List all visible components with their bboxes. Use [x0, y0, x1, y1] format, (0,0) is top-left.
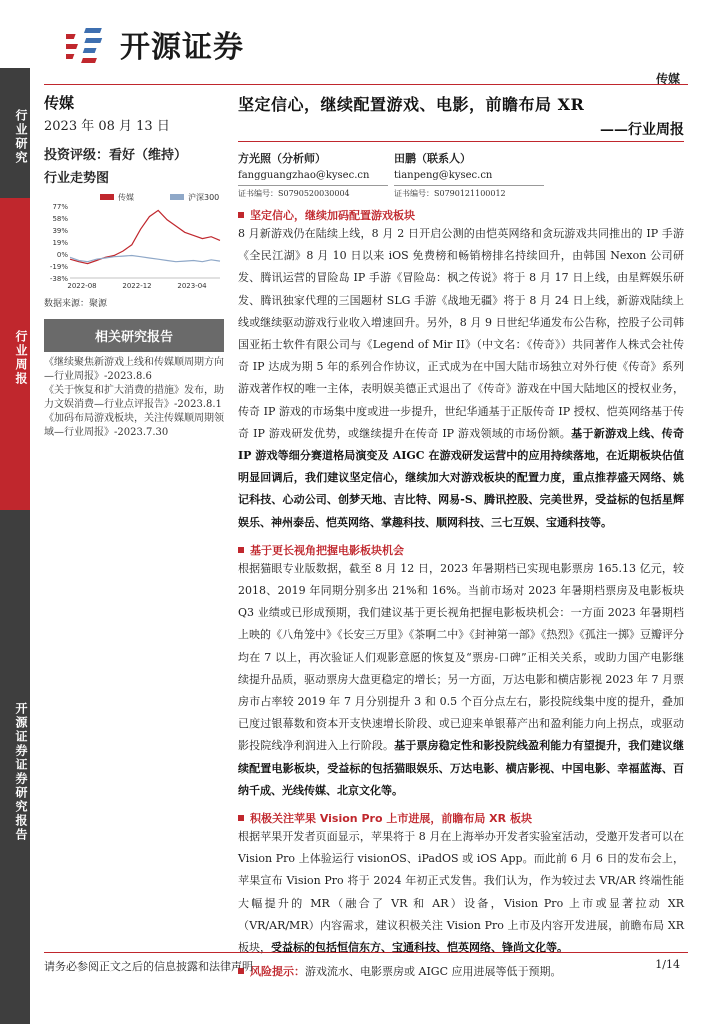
section-heading-xr [238, 810, 684, 826]
brand-logo [66, 20, 296, 68]
analyst-card [394, 150, 544, 199]
body-bold-text: 基于新游戏上线、传奇 IP 游戏等细分赛道格局演变及 AIGC 在游戏研发运营中的应用持续落地，在近期板块估值明显回调后，我们建议坚定信心，继续加大对游戏板块的配置力度，重点推荐盛天网络、姚记科技、心动公司、创梦天地、吉比特、网易-S、腾讯控股、完美世界，受益标的包括星辉娱乐、神州泰岳、恺英网络、掌趣科技、顺网科技、三七互娱、宝通科技等。 [238, 426, 684, 529]
legend-swatch [100, 194, 114, 200]
legend-label: 沪深300 [188, 193, 220, 202]
x-tick-label: 2022-08 [67, 282, 97, 290]
body-text: 根据苹果开发者页面显示，苹果将于 8 月在上海举办开发者实验室活动，受邀开发者可以在 Vision Pro 上体验运行 visionOS、iPadOS 或 iOS App。而此前 6 月 6 日的发布会上，苹果宣布 Vision Pro 将于 2024 年初正式发售。我们认为，作为较过去 VR/AR 终端性能大幅提升的 MR（融合了 VR 和 AR）设备，Vision Pro 上市或显著拉动 XR（VR/AR/MR）内容需求，建议积极关注 Vision Pro 上市及内容开发进展，前瞻布局 XR 板块， [238, 830, 684, 955]
legend-label: 传媒 [118, 193, 134, 202]
risk-text: 游戏流水、电影票房或 AIGC 应用进展等低于预期。 [305, 965, 562, 979]
side-label-industry-research [0, 68, 30, 198]
side-label-top: 行业研究 [14, 109, 28, 165]
report-subtitle: ——行业周报 [600, 122, 684, 138]
side-label-mid: 行业周报 [14, 330, 28, 386]
investment-rating: 投资评级：看好（维持） [44, 148, 188, 163]
section-heading-film [238, 542, 684, 558]
trend-chart-title: 行业走势图 [44, 171, 110, 186]
body-bold-text: 受益标的包括恒信东方、宝通科技、恺英网络、锋尚文化等。 [271, 941, 568, 955]
section-heading-text: 积极关注苹果 Vision Pro 上市进展，前瞻布局 XR 板块 [250, 812, 532, 826]
section-heading-games [238, 207, 684, 223]
analyst-card [238, 150, 388, 199]
header-divider [44, 84, 688, 85]
left-column [44, 92, 224, 440]
series-line [70, 210, 220, 263]
page-number: 1/14 [655, 958, 680, 971]
header-sector-tag: 传媒 [655, 72, 680, 86]
analyst-email[interactable]: tianpeng@kysec.cn [394, 170, 493, 181]
trend-chart-svg [44, 192, 224, 292]
y-tick-label: 77% [52, 203, 68, 211]
body-text: 8 月新游戏仍在陆续上线，8 月 2 日开启公测的由恺英网络和贪玩游戏共同推出的 IP 手游《全民江湖》8 月 10 日以来 iOS 免费榜和畅销榜排名持续回升，由韩国 Nexon 公司研发、腾讯运营的冒险岛 IP 手游《冒险岛：枫之传说》将于 8 月 17 日上线，由星辉娱乐研发、腾讯独家代理的三国题材 SLG 手游《战地无疆》将于 8 月 24 日上线，新游戏陆续上线或继续驱动游戏行业收入增速回升。另外，8 月 9 日世纪华通发布公告称，控股子公司韩国亚拓士软件有限公司与《Legend of Mir II》（中文名：《传奇》）共同著作人株式会社传奇 IP 达成为期 5 年的系列合作协议，正式成为在中国大陆市场独立对外行使《传奇》系列游戏著作权的唯一主体，表明娱美德正式退出了《传奇》游戏在中国大陆地区的授权业务，传奇 IP 游戏的市场集中度或进一步提升，世纪华通基于正版传奇 IP 授权、恺英网络基于传奇 IP 游戏研发优势，或继续提升在传奇 IP 游戏领域的市场份额。 [238, 227, 684, 440]
side-label-weekly [0, 198, 30, 510]
body-text: 根据猫眼专业版数据，截至 8 月 12 日，2023 年暑期档已实现电影票房 165.13 亿元，较 2018、2019 年同期分别多出 21%和 16%。当前市场对 2023 年暑期档票房及电影板块 Q3 业绩或已形成预期，我们建议基于更长视角把握电影板块机会：一方面 2023 年暑期档上映的《八角笼中》《长安三万里》《茶啊二中》《封神第一部》《热烈》《孤注一掷》豆瓣评分均在 7 以上，再次验证人们观影意愿的恢复及“票房-口碑”正相关关系，或助力国产电影继续提升品质，驱动票房大盘更稳定的增长；另一方面，万达电影和横店影视 2023 年 7 月票房市占率较 2019 年 7 月分别提升 3 和 0.5 个百分点左右，影投院线集中度的提升，叠加已度过银幕数和资本开支快速增长阶段、或已迎来单银幕产出和盈利能力向上拐点，或驱动影投院线净利润进入上行阶段。 [238, 561, 684, 753]
side-label-report-type [0, 510, 30, 1024]
x-tick-label: 2023-04 [177, 282, 207, 290]
related-report-link[interactable]: 《继续聚焦新游戏上线和传媒顺周期方向—行业周报》-2023.8.6 [44, 357, 224, 382]
related-reports-heading: 相关研究报告 [44, 319, 224, 352]
sector-name: 传媒 [44, 94, 75, 112]
main-column [238, 92, 684, 979]
footer-disclaimer: 请务必参阅正文之后的信息披露和法律声明 [44, 960, 253, 973]
report-date: 2023 年 08 月 13 日 [44, 119, 170, 134]
section-heading-text: 风险提示： [250, 965, 305, 979]
logo-text: 开源证券 [120, 30, 244, 65]
title-divider [238, 141, 684, 142]
analyst-cert: 证书编号：S0790121100012 [394, 185, 544, 199]
bullet-square-icon [238, 547, 244, 553]
y-tick-label: 58% [52, 215, 68, 223]
section-heading-risk [238, 963, 684, 979]
related-report-link[interactable]: 《关于恢复和扩大消费的措施》发布，助力文娱消费—行业点评报告》-2023.8.1 [44, 385, 224, 410]
bullet-square-icon [238, 212, 244, 218]
bullet-square-icon [238, 815, 244, 821]
kaiyuan-logo-icon [66, 22, 114, 66]
trend-chart [44, 192, 224, 292]
series-line [70, 256, 220, 262]
y-tick-label: -38% [49, 275, 68, 283]
analyst-name: 方光照（分析师） [238, 152, 326, 165]
body-bold-text: 基于票房稳定性和影投院线盈利能力有望提升，我们建议继续配置电影板块，受益标的包括猫眼娱乐、万达电影、横店影视、中国电影、幸福蓝海、百纳千成、光线传媒、北京文化等。 [238, 739, 685, 797]
analyst-block [238, 150, 684, 199]
legend-swatch [170, 194, 184, 200]
related-reports-list [44, 356, 224, 440]
chart-source: 数据来源：聚源 [44, 299, 108, 309]
related-report-link[interactable]: 《加码布局游戏板块，关注传媒顺周期领域—行业周报》-2023.7.30 [44, 413, 224, 438]
section-body-xr [238, 826, 684, 959]
y-tick-label: 0% [56, 251, 68, 259]
y-tick-label: 39% [52, 227, 68, 235]
footer-divider [44, 952, 688, 953]
section-heading-text: 坚定信心，继续加码配置游戏板块 [250, 209, 415, 222]
analyst-email[interactable]: fangguangzhao@kysec.cn [238, 170, 370, 181]
section-body-film [238, 558, 684, 802]
y-tick-label: 19% [52, 239, 68, 247]
y-tick-label: -19% [49, 263, 68, 271]
section-body-games [238, 223, 684, 534]
analyst-name: 田鹏（联系人） [394, 152, 471, 165]
report-title: 坚定信心，继续配置游戏、电影，前瞻布局 XR [238, 95, 585, 114]
analyst-cert: 证书编号：S0790520030004 [238, 185, 388, 199]
x-tick-label: 2022-12 [122, 282, 152, 290]
side-label-bottom: 开源证券证券研究报告 [14, 702, 28, 842]
section-heading-text: 基于更长视角把握电影板块机会 [250, 543, 404, 557]
